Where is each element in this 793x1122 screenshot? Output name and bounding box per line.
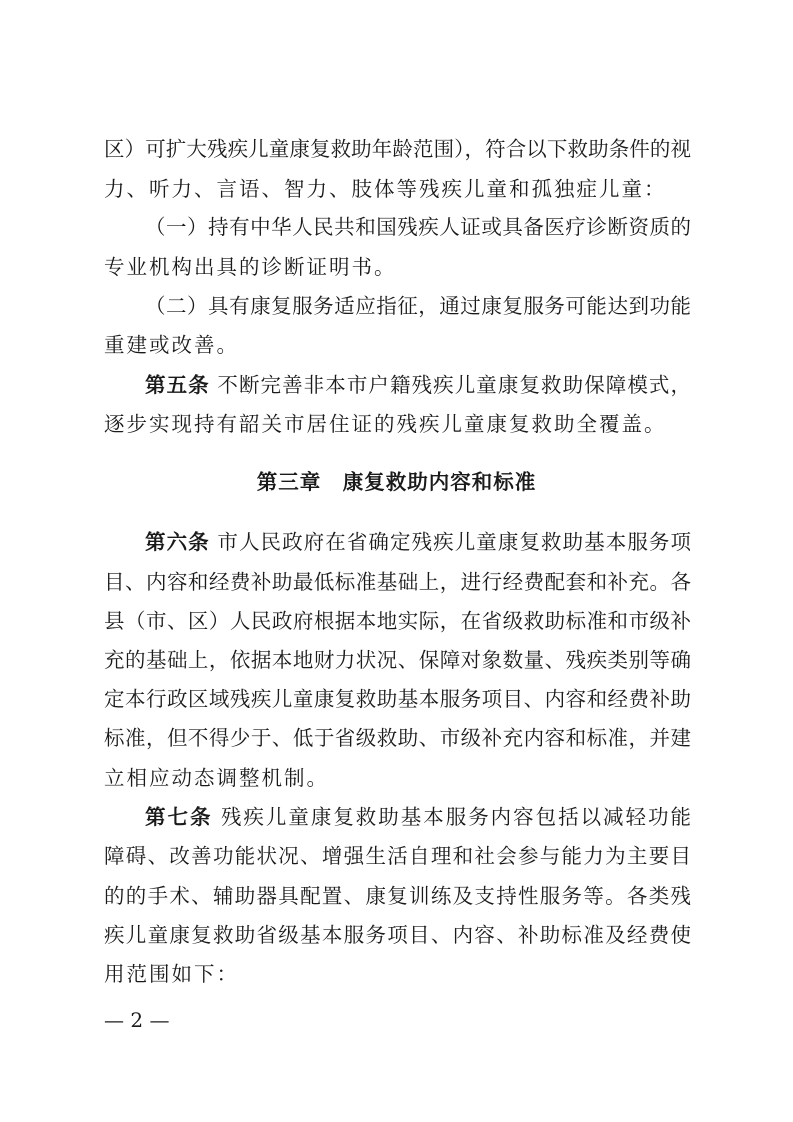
body-text-line: 疾儿童康复救助省级基本服务项目、内容、补助标准及经费使 (104, 923, 691, 947)
body-text-line: 立相应动态调整机制。 (104, 766, 329, 790)
body-text-line: 县（市、区）人民政府根据本地实际，在省级救助标准和市级补 (104, 609, 691, 633)
body-text-line: 区）可扩大残疾儿童康复救助年龄范围），符合以下救助条件的视 (104, 137, 691, 161)
body-text: 市人民政府在省确定残疾儿童康复救助基本服务项 (217, 530, 692, 554)
page-number: — 2 — (104, 1008, 170, 1032)
body-text-line: 重建或改善。 (104, 333, 239, 357)
article-label: 第五条 (145, 373, 210, 397)
article-label: 第七条 (145, 805, 213, 829)
article-5-first-line (145, 365, 691, 405)
article-7-first-line (145, 797, 691, 837)
body-text-line: 障碍、改善功能状况、增强生活自理和社会参与能力为主要目 (104, 844, 691, 868)
body-text-line: 充的基础上，依据本地财力状况、保障对象数量、残疾类别等确 (104, 648, 691, 672)
body-text-line: 定本行政区域残疾儿童康复救助基本服务项目、内容和经费补助 (104, 687, 691, 711)
body-text: 不断完善非本市户籍残疾儿童康复救助保障模式， (217, 373, 692, 397)
body-text-line: 逐步实现持有韶关市居住证的残疾儿童康复救助全覆盖。 (104, 412, 667, 436)
body-text-line: 的的手术、辅助器具配置、康复训练及支持性服务等。各类残 (104, 884, 691, 908)
article-6-first-line (145, 522, 691, 562)
body-text: 残疾儿童康复救助基本服务内容包括以减轻功能 (220, 805, 691, 829)
body-text-line: 标准，但不得少于、低于省级救助、市级补充内容和标准，并建 (104, 726, 691, 750)
body-text-line: 目、内容和经费补助最低标准基础上，进行经费配套和补充。各 (104, 570, 691, 594)
body-text-line: （一）持有中华人民共和国残疾人证或具备医疗诊断资质的 (145, 215, 691, 239)
body-text-line: 专业机构出具的诊断证明书。 (104, 255, 397, 279)
body-text-line: 用范围如下： (104, 962, 239, 986)
body-text-line: 力、听力、言语、智力、肢体等残疾儿童和孤独症儿童： (104, 177, 667, 201)
chapter-heading: 第三章 康复救助内容和标准 (256, 470, 537, 494)
body-text-line: （二）具有康复服务适应指征，通过康复服务可能达到功能 (145, 294, 691, 318)
article-label: 第六条 (145, 530, 210, 554)
